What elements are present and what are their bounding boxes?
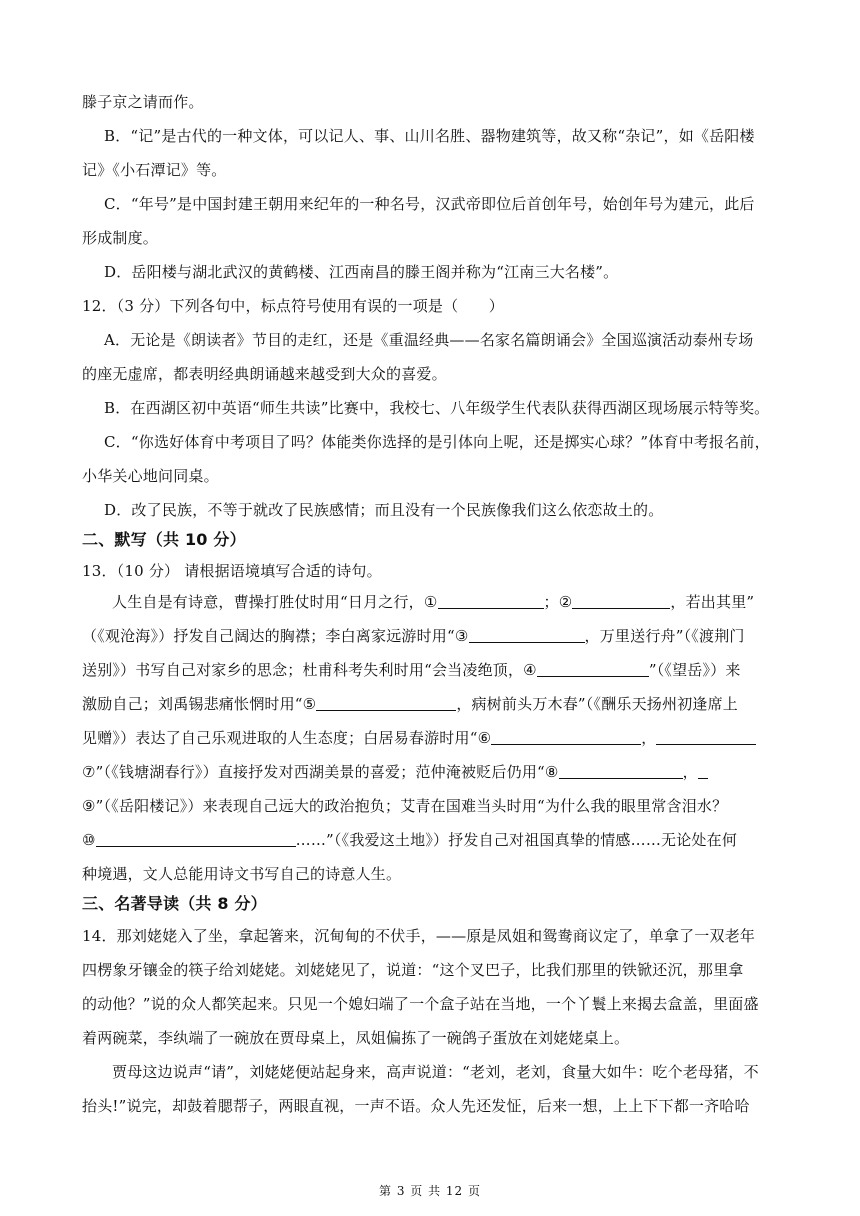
- passage-line: [82, 626, 778, 646]
- answer-blank-2[interactable]: [572, 593, 670, 609]
- blank-number: ③: [454, 627, 469, 645]
- blank-number: ⑧: [544, 763, 559, 781]
- question-14-line: 的动他？”说的众人都笑起来。只见一个媳妇端了一个盒子站在当地，一个丫鬟上来揭去盒盖，里面盛: [82, 995, 759, 1013]
- passage-text: ，万里送行舟”（《渡荆门: [584, 627, 745, 645]
- passage-text: ；: [543, 593, 559, 611]
- option-d-line: D．岳阳楼与湖北武汉的黄鹤楼、江西南昌的滕王阁并称为“江南三大名楼”。: [104, 263, 619, 281]
- passage-text: ，病树前头万木春”（《酬乐天扬州初逢席上: [456, 695, 738, 713]
- blank-number: ⑩: [82, 831, 96, 849]
- question-14-line: 14．那刘姥姥入了坐，拿起箸来，沉甸甸的不伏手，——原是凤姐和鸳鸯商议定了，单拿了一双老年: [82, 927, 756, 945]
- answer-blank-1[interactable]: [438, 593, 544, 609]
- passage-text: 人生自是有诗意，曹操打胜仗时用“日月之行，: [112, 593, 424, 611]
- page-number-footer: 第 3 页 共 12 页: [379, 1184, 481, 1198]
- option-c-line: C．“年号”是中国封建王朝用来纪年的一种名号，汉武帝即位后首创年号，始创年号为建元，此后: [104, 195, 755, 213]
- passage-line: [82, 762, 778, 782]
- passage-line: [82, 796, 778, 816]
- passage-text: ，: [641, 729, 657, 747]
- blank-number: ⑤: [302, 695, 317, 713]
- passage-line: [82, 694, 778, 714]
- passage-text: ”（《岳阳楼记》）来表现自己远大的政治抱负；艾青在国难当头时用“为什么我的眼里常含泪水？: [95, 797, 728, 815]
- passage-text: 见赠》）表达了自己乐观进取的人生态度；白居易春游时用“: [82, 729, 478, 747]
- question-12-option-c: C．“你选好体育中考项目了吗？体能类你选择的是引体向上呢，还是掷实心球？”体育中考报名前，: [104, 433, 770, 451]
- answer-blank-3[interactable]: [469, 627, 585, 643]
- passage-line: [112, 592, 778, 612]
- passage-line: [82, 728, 778, 748]
- answer-blank-8[interactable]: [559, 763, 683, 779]
- passage-text: ……”（《我爱这土地》）抒发自己对祖国真挚的情感……无论处在何: [295, 831, 738, 849]
- answer-blank-10[interactable]: [96, 831, 296, 847]
- option-b-line: B．“记”是古代的一种文体，可以记人、事、山川名胜、器物建筑等，故又称“杂记”，如《岳阳楼: [104, 127, 755, 145]
- passage-text: 送别》）书写自己对家乡的思念；杜甫科考失利时用“会当凌绝顶，: [82, 661, 524, 679]
- text-line: 记》《小石潭记》等。: [82, 161, 227, 179]
- answer-blank-7[interactable]: [656, 729, 756, 745]
- question-14-line: 抬头!”说完，却鼓着腮帮子，两眼直视，一声不语。众人先还发怔，后来一想，上上下下都一齐哈哈: [82, 1097, 750, 1115]
- answer-blank-4[interactable]: [537, 661, 649, 677]
- passage-text: ，: [682, 763, 698, 781]
- passage-line: 种境遇，文人总能用诗文书写自己的诗意人生。: [82, 865, 402, 883]
- passage-line: [82, 830, 778, 850]
- blank-number: ⑥: [477, 729, 492, 747]
- passage-text: ”（《望岳》）来: [648, 661, 741, 679]
- text-line: 的座无虚席，都表明经典朗诵越来越受到大众的喜爱。: [82, 365, 447, 383]
- question-12-option-a: A．无论是《朗读者》节目的走红，还是《重温经典——名家名篇朗诵会》全国巡演活动泰州专场: [104, 331, 754, 349]
- answer-blank-9[interactable]: [698, 763, 708, 779]
- section-heading-classics: 三、名著导读（共 8 分）: [82, 894, 267, 913]
- answer-blank-6[interactable]: [491, 729, 641, 745]
- blank-number: ⑨: [82, 797, 96, 815]
- blank-number: ④: [523, 661, 537, 679]
- text-line: 形成制度。: [82, 229, 159, 247]
- question-12-option-d: D．改了民族，不等于就改了民族感情；而且没有一个民族像我们这么依恋故土的。: [104, 501, 664, 519]
- question-13-stem: 13．（10 分） 请根据语境填写合适的诗句。: [82, 562, 382, 580]
- question-14-line: 四楞象牙镶金的筷子给刘姥姥。刘姥姥见了，说道：“这个叉巴子，比我们那里的铁锨还沉，那里拿: [82, 961, 744, 979]
- text-line: 小华关心地问同桌。: [82, 467, 219, 485]
- passage-text: ”（《钱塘湖春行》）直接抒发对西湖美景的喜爱；范仲淹被贬后仍用“: [95, 763, 545, 781]
- answer-blank-5[interactable]: [316, 695, 456, 711]
- passage-text: ，若出其里”: [670, 593, 755, 611]
- passage-line: [82, 660, 778, 680]
- passage-text: 激励自己；刘禹锡悲痛怅惘时用“: [82, 695, 303, 713]
- text-line: 滕子京之请而作。: [82, 93, 204, 111]
- question-14-line: 着两碗菜，李纨端了一碗放在贾母桌上，凤姐偏拣了一碗鸽子蛋放在刘姥姥桌上。: [82, 1029, 630, 1047]
- blank-number: ⑦: [82, 763, 96, 781]
- question-12-option-b: B．在西湖区初中英语“师生共读”比赛中，我校七、八年级学生代表队获得西湖区现场展示特等奖。: [104, 399, 770, 417]
- question-14-line: 贾母这边说声“请”，刘姥姥便站起身来，高声说道：“老刘，老刘，食量大如牛：吃个老母猪，不: [112, 1063, 759, 1081]
- question-12-stem: 12．（3 分）下列各句中，标点符号使用有误的一项是（ ）: [82, 297, 504, 315]
- section-heading-dictation: 二、默写（共 10 分）: [82, 530, 246, 549]
- blank-number: ②: [558, 593, 573, 611]
- blank-number: ①: [423, 593, 438, 611]
- passage-text: （《观沧海》）抒发自己阔达的胸襟；李白离家远游时用“: [82, 627, 455, 645]
